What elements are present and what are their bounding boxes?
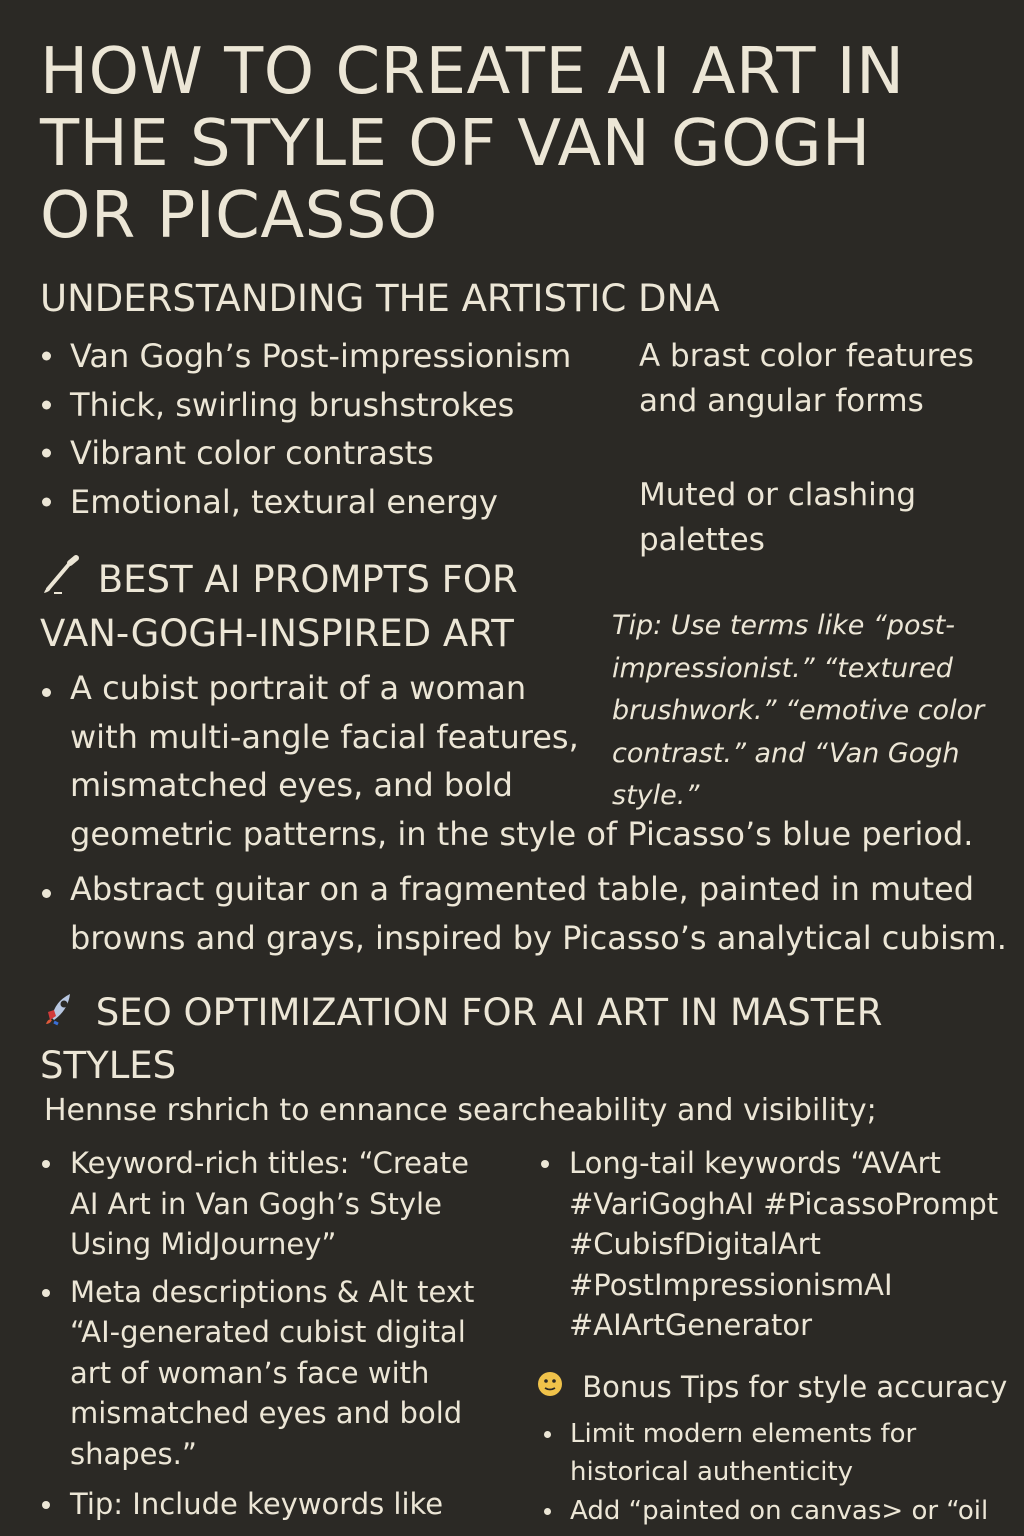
list-item: Meta descriptions & Alt text “AI-generated cubist digital art of woman’s face with mismatched eyes and bold shapes.” <box>38 1272 518 1475</box>
rocket-icon <box>40 988 84 1041</box>
bonus-list <box>538 1416 1018 1531</box>
prompt-list <box>38 664 1018 962</box>
list-item: Add “painted on canvas> or “oil <box>538 1493 1018 1531</box>
seo-heading-line-2: STYLES <box>40 1044 177 1087</box>
list-item: Keyword-rich titles: “Create AI Art in Van Gogh’s Style Using MidJourney” <box>38 1143 518 1265</box>
page-title <box>40 36 1000 252</box>
face-icon <box>535 1369 565 1409</box>
bonus-heading-text: Bonus Tips for style accuracy <box>582 1370 1008 1404</box>
prompts-heading <box>40 554 518 659</box>
dna-heading: UNDERSTANDING THE ARTISTIC DNA <box>40 277 720 320</box>
prompts-heading-line-2: VAN-GOGH-INSPIRED ART <box>40 612 514 655</box>
seo-left-list <box>38 1143 518 1525</box>
list-item: Emotional, textural energy <box>38 478 571 527</box>
dna-side-note-1: A brast color features and angular forms <box>639 338 974 419</box>
list-item: Vibrant color contrasts <box>38 429 571 478</box>
brush-icon <box>40 555 86 608</box>
title-line-2: THE STYLE OF VAN GOGH <box>40 107 871 181</box>
seo-intro: Hennse rshrich to ennance searcheability and visibility; <box>44 1093 877 1128</box>
seo-right-list <box>537 1143 1017 1346</box>
list-item: Long-tail keywords “AVArt #VariGoghAI #PicassoPrompt #CubisfDigitalArt #PostImpressionismAI #AIArtGenerator <box>537 1143 1017 1346</box>
title-line-3: OR PICASSO <box>40 179 438 253</box>
list-item: Limit modern elements for historical authenticity <box>538 1416 1018 1491</box>
dna-side-note-2: Muted or clashing palettes <box>639 477 917 558</box>
dna-list <box>38 332 571 526</box>
bonus-heading <box>535 1367 1007 1409</box>
seo-heading <box>40 988 882 1091</box>
title-line-1: HOW TO CREATE AI ART IN <box>40 35 905 109</box>
prompts-heading-line-1: BEST AI PROMPTS FOR <box>97 558 518 601</box>
list-item: Van Gogh’s Post-impressionism <box>38 332 571 381</box>
list-item: A cubist portrait of a woman with multi-angle facial features, mismatched eyes, and bold geometric patterns, in the style of Picasso’s blue period. <box>38 664 1018 858</box>
seo-heading-line-1: SEO OPTIMIZATION FOR AI ART IN MASTER <box>95 991 883 1034</box>
list-item: Tip: Include keywords like <box>38 1484 518 1525</box>
list-item: Thick, swirling brushstrokes <box>38 381 571 430</box>
prompt-tip: Tip: Use terms like “post-impressionist.” “textured brushwork.” “emotive color contrast.” and “Van Gogh style.” <box>612 610 985 811</box>
list-item: Abstract guitar on a fragmented table, painted in muted browns and grays, inspired by Picasso’s analytical cubism. <box>38 865 1018 962</box>
